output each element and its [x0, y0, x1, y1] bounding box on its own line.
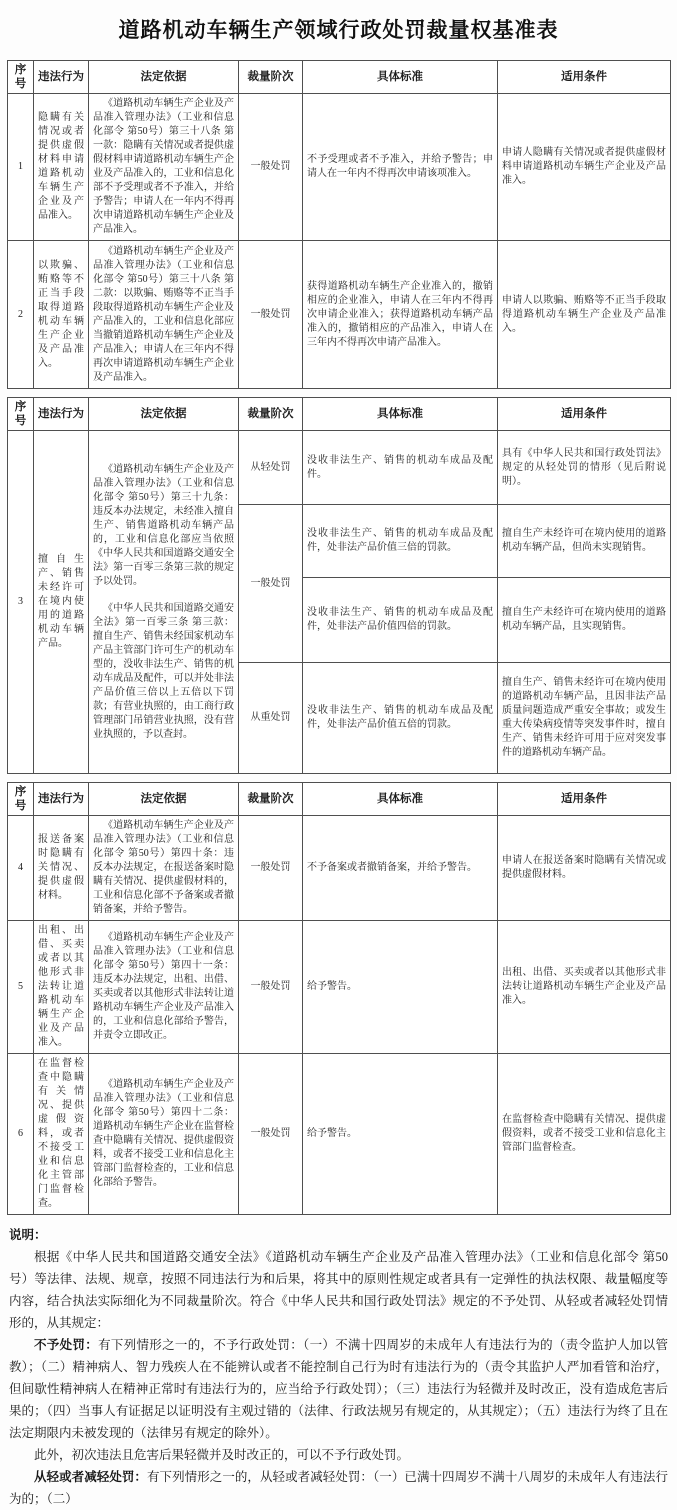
col-header-condition: 适用条件	[498, 61, 671, 94]
lenient-body: 有下列情形之一的，从轻或者减轻处罚：（一）已满十四周岁不满十八周岁的未成年人有违法行为的；（二）	[9, 1470, 668, 1506]
penalty-table-3	[7, 782, 671, 1215]
cell-standard: 没收非法生产、销售的机动车成品及配件，处非法产品价值五倍的罚款。	[303, 663, 498, 774]
col-header-standard: 具体标准	[303, 61, 498, 94]
col-header-behavior: 违法行为	[34, 61, 89, 94]
basis-paragraph: 《道路机动车辆生产企业及产品准入管理办法》（工业和信息化部令 第50号）第四十一条：违反本办法规定，出租、出借、买卖或者以其他形式非法转让道路机动车辆生产企业及产品准入的，工业和信息化部给予警告，并责令立即改正。	[93, 932, 234, 1041]
cell-level: 一般处罚	[239, 921, 303, 1054]
cell-condition: 出租、出借、买卖或者以其他形式非法转让道路机动车辆生产企业及产品准入。	[498, 921, 671, 1054]
cell-standard: 不予备案或者撤销备案，并给予警告。	[303, 816, 498, 921]
cell-behavior: 报送备案时隐瞒有关情况、提供虚假材料。	[34, 816, 89, 921]
table-row	[8, 1054, 671, 1215]
basis-paragraph: 《道路机动车辆生产企业及产品准入管理办法》（工业和信息化部令 第50号）第四十二条：道路机动车辆生产企业在监督检查中隐瞒有关情况、提供虚假资料，或者不接受工业和信息化主管部门监督检查的，工业和信息化部给予警告。	[93, 1079, 234, 1188]
table-row	[8, 816, 671, 921]
cell-standard: 不予受理或者不予准入，并给予警告；申请人在一年内不得再次申请该项准入。	[303, 94, 498, 241]
col-header-num: 序号	[8, 398, 34, 431]
cell-condition: 在监督检查中隐瞒有关情况、提供虚假资料，或者不接受工业和信息化主管部门监督检查。	[498, 1054, 671, 1215]
lenient-label: 从轻或者减轻处罚：	[34, 1470, 147, 1484]
basis-paragraph: 《中华人民共和国道路交通安全法》第一百零三条 第三款：擅自生产、销售未经国家机动车产品主管部门许可生产的机动车型的，没收非法生产、销售的机动车成品及配件，可以并处非法产品价值三倍以上五倍以下罚款；有营业执照的，由工商行政管理部门吊销营业执照，没有营业执照的，予以查封。	[93, 602, 234, 740]
col-header-condition: 适用条件	[498, 398, 671, 431]
basis-paragraph: 《道路机动车辆生产企业及产品准入管理办法》（工业和信息化部令 第50号）第三十九条：违反本办法规定，未经准入擅自生产、销售道路机动车辆产品的，工业和信息化部应当依照《中华人民共和国道路交通安全法》第一百零三条第三款的规定予以处罚。	[93, 463, 234, 587]
table-row	[8, 94, 671, 241]
notes-heading: 说明：	[9, 1228, 47, 1242]
cell-behavior: 在监督检查中隐瞒有关情况、提供虚假资料，或者不接受工业和信息化主管部门监督检查。	[34, 1054, 89, 1215]
notes-section	[9, 1224, 668, 1510]
cell-level-general: 一般处罚	[239, 505, 303, 663]
cell-standard: 没收非法生产、销售的机动车成品及配件，处非法产品价值四倍的罚款。	[303, 578, 498, 663]
cell-standard: 没收非法生产、销售的机动车成品及配件，处非法产品价值三倍的罚款。	[303, 505, 498, 578]
table-row	[8, 241, 671, 389]
cell-behavior: 出租、出借、买卖或者以其他形式非法转让道路机动车辆生产企业及产品准入。	[34, 921, 89, 1054]
cell-basis	[89, 816, 239, 921]
col-header-behavior: 违法行为	[34, 398, 89, 431]
cell-standard: 没收非法生产、销售的机动车成品及配件。	[303, 431, 498, 505]
cell-condition: 申请人在报送备案时隐瞒有关情况或提供虚假材料。	[498, 816, 671, 921]
cell-num: 1	[8, 94, 34, 241]
col-header-basis: 法定依据	[89, 61, 239, 94]
page-title: 道路机动车辆生产领域行政处罚裁量权基准表	[118, 18, 559, 42]
col-header-num: 序号	[8, 61, 34, 94]
cell-basis	[89, 431, 239, 774]
cell-condition: 擅自生产、销售未经许可在境内使用的道路机动车辆产品，且因非法产品质量问题造成严重安全事故；或发生重大传染病疫情等突发事件时，擅自生产、销售未经许可用于应对突发事件的道路机动车辆产品。	[498, 663, 671, 774]
basis-paragraph: 《道路机动车辆生产企业及产品准入管理办法》（工业和信息化部令 第50号）第四十条：违反本办法规定，在报送备案时隐瞒有关情况、提供虚假材料的，工业和信息化部不予备案或者撤销备案，并给予警告。	[93, 820, 234, 915]
col-header-basis: 法定依据	[89, 783, 239, 816]
col-header-basis: 法定依据	[89, 398, 239, 431]
table-header-row	[8, 398, 671, 431]
cell-basis	[89, 921, 239, 1054]
basis-paragraph: 《道路机动车辆生产企业及产品准入管理办法》（工业和信息化部令 第50号）第三十八条 第二款：以欺骗、贿赂等不正当手段取得道路机动车辆生产企业及产品准入的，工业和信息化部应当撤销道路机动车辆生产企业及产品准入；申请人在三年内不得再次申请道路机动车辆生产企业及产品准入。	[93, 245, 234, 383]
notes-paragraph-no-penalty	[9, 1334, 668, 1444]
table-header-row	[8, 783, 671, 816]
col-header-behavior: 违法行为	[34, 783, 89, 816]
col-header-level: 裁量阶次	[239, 61, 303, 94]
cell-num: 2	[8, 241, 34, 389]
table-row	[8, 431, 671, 505]
cell-basis	[89, 241, 239, 389]
cell-num: 4	[8, 816, 34, 921]
cell-behavior: 擅自生产、销售未经许可在境内使用的道路机动车辆产品。	[34, 431, 89, 774]
col-header-level: 裁量阶次	[239, 398, 303, 431]
basis-paragraph: 《道路机动车辆生产企业及产品准入管理办法》（工业和信息化部令 第50号）第三十八条 第一款：隐瞒有关情况或者提供虚假材料申请道路机动车辆生产企业及产品准入的，工业和信息化部不予受理或者不予准入，并给予警告；申请人在一年内不得再次申请道路机动车辆生产企业及产品准入。	[93, 98, 234, 235]
penalty-table-2	[7, 397, 671, 774]
cell-level-heavy: 从重处罚	[239, 663, 303, 774]
table-row	[8, 921, 671, 1054]
notes-paragraph-lenient	[9, 1466, 668, 1510]
cell-basis	[89, 1054, 239, 1215]
cell-condition: 具有《中华人民共和国行政处罚法》规定的从轻处罚的情形（见后附说明）。	[498, 431, 671, 505]
col-header-condition: 适用条件	[498, 783, 671, 816]
penalty-table-1	[7, 60, 671, 389]
notes-paragraph-first-offense: 此外，初次违法且危害后果轻微并及时改正的，可以不予行政处罚。	[34, 1448, 410, 1462]
no-penalty-label: 不予处罚：	[34, 1338, 99, 1352]
cell-level-light: 从轻处罚	[239, 431, 303, 505]
col-header-standard: 具体标准	[303, 398, 498, 431]
cell-standard: 给予警告。	[303, 921, 498, 1054]
cell-condition: 申请人隐瞒有关情况或者提供虚假材料申请道路机动车辆生产企业及产品准入。	[498, 94, 671, 241]
cell-condition: 擅自生产未经许可在境内使用的道路机动车辆产品，但尚未实现销售。	[498, 505, 671, 578]
document-page	[0, 14, 677, 1510]
cell-standard: 给予警告。	[303, 1054, 498, 1215]
col-header-num: 序号	[8, 783, 34, 816]
col-header-level: 裁量阶次	[239, 783, 303, 816]
notes-paragraph-basis: 根据《中华人民共和国道路交通安全法》《道路机动车辆生产企业及产品准入管理办法》（工业和信息化部令 第50号）等法律、法规、规章，按照不同违法行为和后果，将其中的原则性规定或者具有一定弹性的执法权限、裁量幅度等内容，结合执法实际细化为不同裁量阶次。符合《中华人民共和国行政处罚法》规定的不予处罚、从轻或者减轻处罚情形的，从其规定：	[9, 1250, 668, 1330]
cell-num: 3	[8, 431, 34, 774]
cell-standard: 获得道路机动车辆生产企业准入的，撤销相应的企业准入，申请人在三年内不得再次申请企业准入；获得道路机动车辆产品准入的，撤销相应的产品准入，申请人在三年内不得再次申请产品准入。	[303, 241, 498, 389]
cell-behavior: 隐瞒有关情况或者提供虚假材料申请道路机动车辆生产企业及产品准入。	[34, 94, 89, 241]
table-header-row	[8, 61, 671, 94]
cell-basis	[89, 94, 239, 241]
cell-condition: 申请人以欺骗、贿赂等不正当手段取得道路机动车辆生产企业及产品准入。	[498, 241, 671, 389]
cell-num: 5	[8, 921, 34, 1054]
cell-condition: 擅自生产未经许可在境内使用的道路机动车辆产品，且实现销售。	[498, 578, 671, 663]
cell-level: 一般处罚	[239, 816, 303, 921]
cell-level: 一般处罚	[239, 241, 303, 389]
no-penalty-body: 有下列情形之一的，不予行政处罚：（一）不满十四周岁的未成年人有违法行为的（责令监护人加以管教）；（二）精神病人、智力残疾人在不能辨认或者不能控制自己行为时有违法行为的（责令其监护人严加看管和治疗，但间歇性精神病人在精神正常时有违法行为的，应当给予行政处罚）；（三）违法行为轻微并及时改正，没有造成危害后果的；（四）当事人有证据足以证明没有主观过错的（法律、行政法规另有规定的，从其规定）；（五）违法行为终了且在法定期限内未被发现的（法律另有规定的除外）。	[9, 1338, 668, 1440]
cell-behavior: 以欺骗、贿赂等不正当手段取得道路机动车辆生产企业及产品准入。	[34, 241, 89, 389]
cell-level: 一般处罚	[239, 1054, 303, 1215]
cell-num: 6	[8, 1054, 34, 1215]
col-header-standard: 具体标准	[303, 783, 498, 816]
cell-level: 一般处罚	[239, 94, 303, 241]
